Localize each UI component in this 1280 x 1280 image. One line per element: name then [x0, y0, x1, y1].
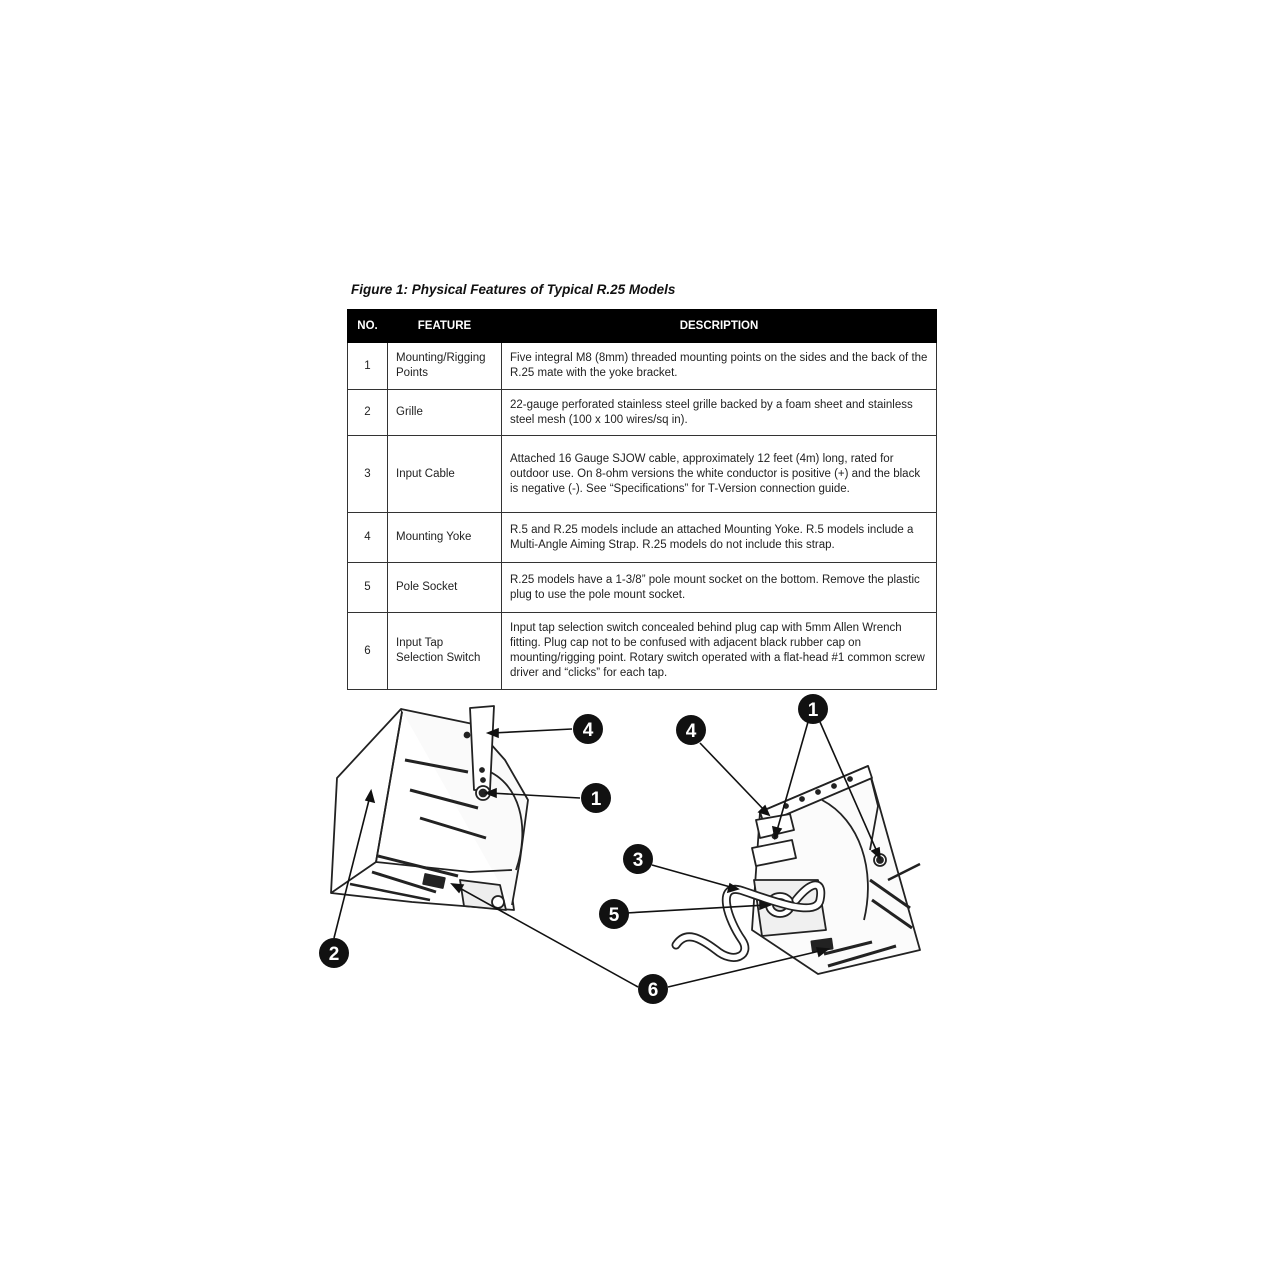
- callout-left-grille: [319, 938, 349, 968]
- callout-left-yoke: [573, 714, 603, 744]
- row-number: 5: [348, 563, 388, 613]
- row-description: Input tap selection switch concealed behind plug cap with 5mm Allen Wrench fitting. Plug cap not to be confused with adjacent black rubber cap on mounting/rigging point. Rotary switch operated with a flat-head #1 common screw driver and “clicks” for each tap.: [502, 613, 937, 690]
- callout-right-socket: [599, 899, 629, 929]
- svg-text:4: 4: [685, 721, 697, 742]
- row-feature: Mounting Yoke: [388, 513, 502, 563]
- callout-right-rigging: [798, 694, 828, 724]
- row-number: 2: [348, 390, 388, 436]
- row-number: 6: [348, 613, 388, 690]
- row-feature: Mounting/Rigging Points: [388, 343, 502, 390]
- row-description: Five integral M8 (8mm) threaded mounting points on the sides and the back of the R.25 mate with the yoke bracket.: [502, 343, 937, 390]
- callout-tap-switch: [638, 974, 668, 1004]
- callout-left-rigging: [581, 783, 611, 813]
- svg-text:4: 4: [582, 720, 594, 741]
- row-description: R.25 models have a 1-3/8” pole mount socket on the bottom. Remove the plastic plug to use the pole mount socket.: [502, 563, 937, 613]
- row-feature: Input Cable: [388, 436, 502, 513]
- callout-right-cable: [623, 844, 653, 874]
- row-feature: Pole Socket: [388, 563, 502, 613]
- row-number: 1: [348, 343, 388, 390]
- row-description: R.5 and R.25 models include an attached Mounting Yoke. R.5 models include a Multi-Angle Aiming Strap. R.25 models do not include this strap.: [502, 513, 937, 563]
- header-no: NO.: [348, 310, 388, 343]
- row-number: 3: [348, 436, 388, 513]
- row-description: 22-gauge perforated stainless steel grille backed by a foam sheet and stainless steel mesh (100 x 100 wires/sq in).: [502, 390, 937, 436]
- row-number: 4: [348, 513, 388, 563]
- svg-text:1: 1: [807, 700, 819, 721]
- svg-text:6: 6: [647, 980, 659, 1001]
- svg-text:2: 2: [328, 944, 340, 965]
- svg-text:1: 1: [590, 789, 602, 810]
- figure-title: Figure 1: Physical Features of Typical R.25 Models: [351, 282, 676, 297]
- callout-right-yoke: [676, 715, 706, 745]
- header-description: DESCRIPTION: [502, 310, 937, 343]
- header-feature: FEATURE: [388, 310, 502, 343]
- row-feature: Grille: [388, 390, 502, 436]
- svg-text:5: 5: [608, 905, 620, 926]
- right-speaker-drawing: [676, 766, 920, 974]
- svg-text:3: 3: [632, 850, 644, 871]
- row-feature: Input Tap Selection Switch: [388, 613, 502, 690]
- row-description: Attached 16 Gauge SJOW cable, approximately 12 feet (4m) long, rated for outdoor use. On 8-ohm versions the white conductor is positive (+) and the black is negative (-). See “Specifications” for T-Version connection guide.: [502, 436, 937, 513]
